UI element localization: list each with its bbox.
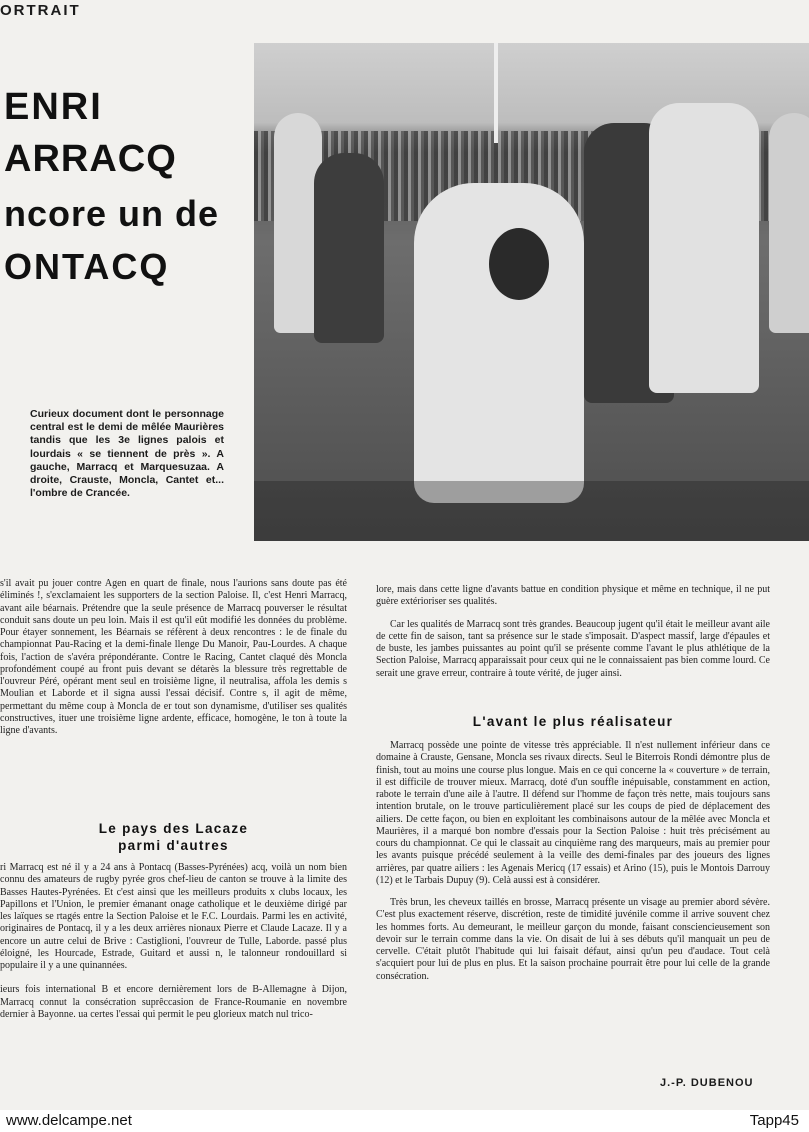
- title-line-4: ONTACQ: [4, 246, 170, 287]
- footer-site: www.delcampe.net: [6, 1112, 132, 1129]
- central-player-figure: [414, 183, 584, 503]
- photo-caption: Curieux document dont le personnage central est le demi de mêlée Maurières tandis que les 3e lignes palois et lourdais « se tiennent de près ». A gauche, Marracq et Marquesuzaa. A droite, Crauste, Moncla, Cantet et... l'ombre de Crancée.: [30, 408, 224, 500]
- article-column-2-part-2: [376, 740, 770, 983]
- paragraph: ri Marracq est né il y a 24 ans à Pontacq (Basses-Pyrénées) acq, voilà un nom bien connu des amateurs de rugby pyrée gros chef-lieu de canton se trouve à la limite des Basses Hautes-Pyrénées. Et c'est ainsi que les meilleurs produits x clubs locaux, les Papillons et l'Union, le premier émanant onage catholique et le deuxième dirigé par les laïques se rtagés entre la Section Paloise et le F.C. Lourdais. Parmi les en activité, originaires de Pontacq, il y a les deux arrières nionaux Pierre et Claude Lacaze. Il y a encore un autre celui de Brive : Castiglioni, l'ouvreur de Tulle, Laborde. passé plus éloigné, les Hourcade, Estrade, Guitard et aussi n, le talonneur rondouillard si populaire il y a une quinannées.: [0, 862, 347, 971]
- subhead-line: parmi d'autres: [118, 838, 229, 853]
- subhead-line: Le pays des Lacaze: [98, 821, 249, 836]
- rugby-ball: [489, 228, 549, 300]
- paragraph: Marracq possède une pointe de vitesse très appréciable. Il n'est nullement inférieur dans ce domaine à Crauste, Gensane, Moncla ses rivaux directs. Seul le Biterrois Rondi démontre plus de finish, tout au moins une course plus longue. Mais en ce qui concerne la « couverture » de terrain, il est difficile de trouver mieux. Marracq, doté d'un souffle inépuisable, constamment en action, rabote le terrain d'une aile à l'autre. Il défend sur l'homme de façon très nette, mais toujours sans intention brutale, on le trouve particulièrement placé sur les coups de pied de déplacement des ailiers. De cette façon, ou bien en exploitant les combinaisons autour de la mêlée avec Moncla et Maurières, il a marqué bon nombre d'essais pour la Section Paloise : huit très précisément au cours du championnat. Ce qui le classait au cinquième rang des marqueurs, mais au premier pour les avants puisque précédé seulement à la veille des demi-finales par des joueurs des lignes arrières, par quatre ailiers : les Agenais Mericq (17 essais) et Arino (15), puis le Montois Darrouy (12) et le Tarbais Dupuy (9). Celà aussi est à considérer.: [376, 740, 770, 886]
- article-column-1-part-2: [0, 862, 347, 1021]
- article-column-2: [376, 584, 770, 680]
- author-signature: J.-P. DUBENOU: [660, 1077, 754, 1089]
- rugby-match-photo: [254, 43, 809, 541]
- player-figure: [649, 103, 759, 393]
- player-figure: [769, 113, 809, 333]
- goal-post: [494, 43, 498, 143]
- field-shadow: [254, 481, 809, 541]
- paragraph: s'il avait pu jouer contre Agen en quart de finale, nous l'aurions sans doute pas été éliminés !, s'exclamaient les supporters de la section Paloise. Il, c'est Henri Marracq, avant aile béarnais. Prétendre que la seule présence de Marracq pouverser le résultat conduit sans doute un peu loin. Mais il est qu'il eût modifié les données du problème. Pour étayer sonnement, les Béarnais se réfèrent à deux rencontres : le de finale du championnat Pau-Racing et la demi-finale llenge Du Manoir, Pau-Lourdes. A chaque fois, l'action de s'avéra prépondérante. Contre le Racing, Cantet claqué dès Moncla profondément coupé au front puis devant se détarès la blessure très regrettable de l'ouvreur Péré, opérant ment seul en troisième ligne, il neutralisa, affola les demis s Moulian et Laborde et il signa aussi l'essai décisif. Contre s, il agit de même, permettant du même coup à Moncla de er tout son dynamisme, d'utiliser ses qualités constructives, ituer une troisième ligne ardente, efficace, homogène, le ton à toute la ligne d'avants.: [0, 578, 347, 736]
- section-label: ORTRAIT: [0, 2, 81, 19]
- paragraph: Car les qualités de Marracq sont très grandes. Beaucoup jugent qu'il était le meilleur avant aile de cette fin de saison, tant sa présence sur le stade s'imposait. D'aspect massif, large d'épaules et de buste, les jambes puissantes au point qu'il se présente comme l'avant le plus athlétique de la Section Paloise, Marracq apparaissait pour ceux qui ne le connaissaient pas bien comme lourd. Ce serait une grave erreur, contraire à toute vérité, de juger ainsi.: [376, 618, 770, 679]
- title-line-1: ENRI: [4, 86, 103, 128]
- footer-bar: [0, 1110, 809, 1132]
- subhead-avant-realisateur: L'avant le plus réalisateur: [472, 714, 674, 729]
- title-line-3: ncore un de: [4, 193, 220, 234]
- subhead-pays-lacaze: [0, 820, 347, 854]
- footer-seller: Tapp45: [749, 1112, 799, 1129]
- paragraph: Très brun, les cheveux taillés en brosse, Marracq présente un visage au premier abord sévère. C'est plus exactement réserve, discrétion, reste de timidité juvénile comme il arrive souvent chez les hommes forts. Au demeurant, le meilleur garçon du monde, faisant consciencieusement son devoir sur le terrain comme dans la vie. On disait de lui à ses débuts qu'il manquait un peu de cervelle. C'était plutôt l'habitude qui lui faisait défaut, ainsi qu'un peu d'audace. Tout celà s'acquiert pour lui de plus en plus. Et la saison prochaine pourrait être pour lui celle de la grande consécration.: [376, 897, 770, 982]
- paragraph: lore, mais dans cette ligne d'avants battue en condition physique et même en technique, il ne put guère extérioriser ses qualités.: [376, 584, 770, 608]
- player-figure: [314, 153, 384, 343]
- title-line-2: ARRACQ: [4, 138, 177, 180]
- article-column-1: [0, 578, 347, 737]
- paragraph: ieurs fois international B et encore dernièrement lors de B-Allemagne à Dijon, Marracq connut la consécration suprêccasion de France-Roumanie en novembre dernier à Bayonne. ua certes l'essai qui permit le peu glorieux match nul trico-: [0, 984, 347, 1020]
